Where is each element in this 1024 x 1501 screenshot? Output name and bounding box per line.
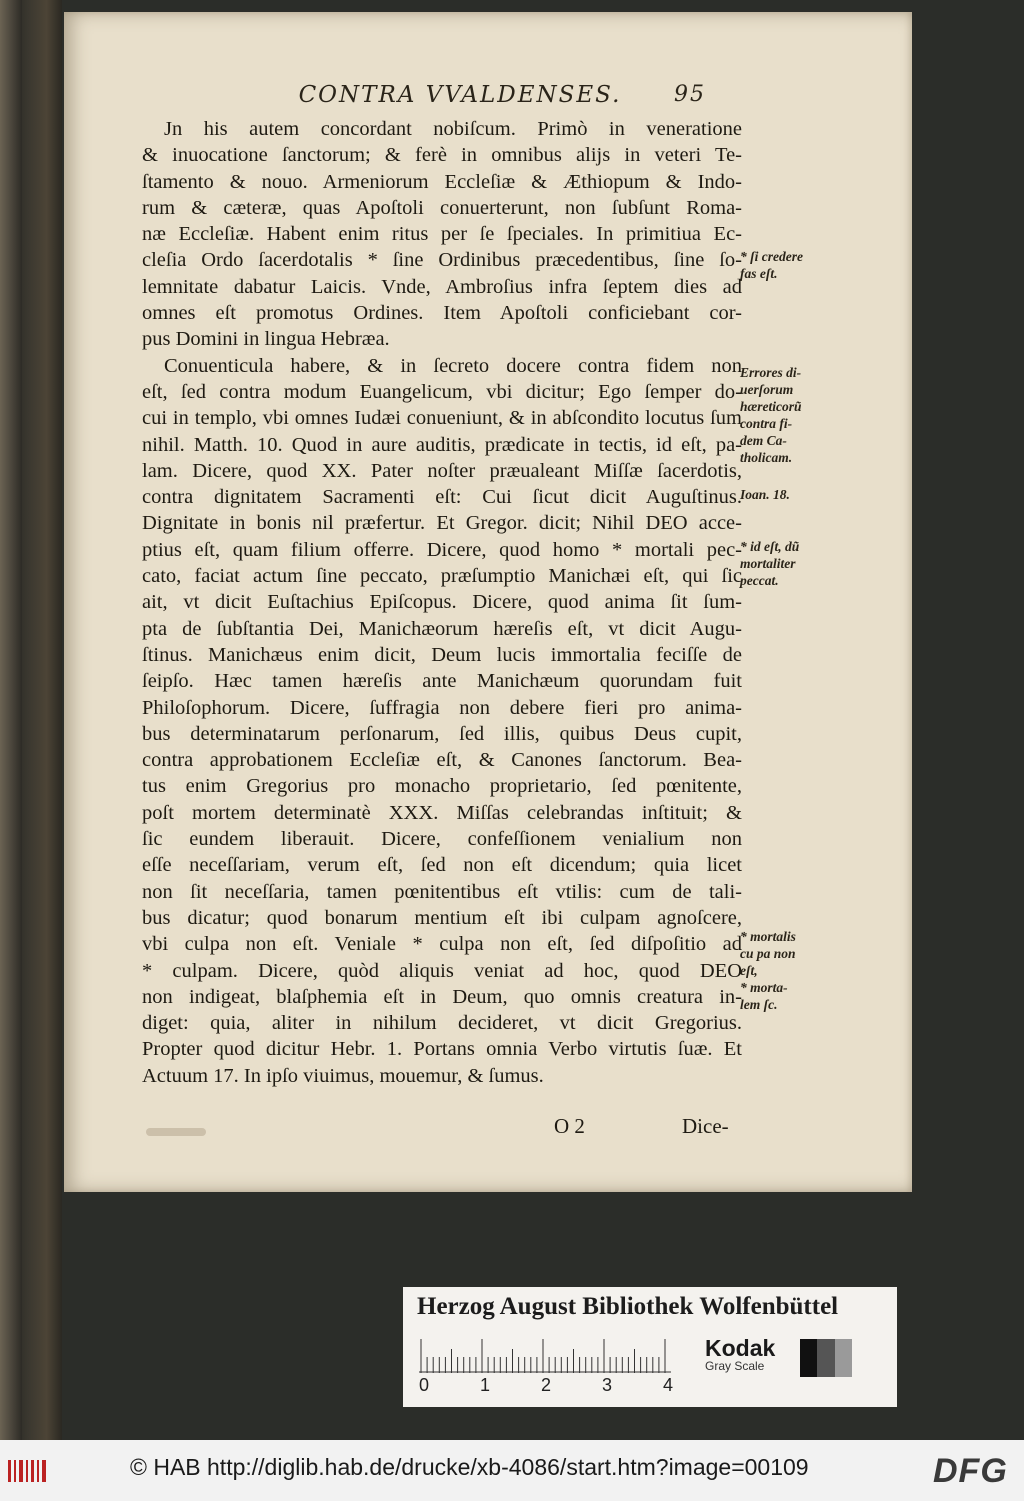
kodak-logo: Kodak: [705, 1335, 776, 1361]
text-line: contra approbationem Eccleſiæ eſt, & Canones ſanctorum. Bea-: [142, 749, 742, 772]
margin-note-line: * id eſt, dũ: [740, 539, 800, 554]
text-line: cato, faciat actum ſine peccato, præſumptio Manichæi eſt, qui ſic: [142, 565, 742, 588]
scale-number: 4: [663, 1375, 674, 1395]
running-title: CONTRA VVALDENSES.: [298, 82, 622, 108]
text-line: rum & cæteræ, quas Apoſtoli conuerterunt, non ſubſunt Roma-: [142, 196, 742, 219]
text-line: eſt, ſed contra modum Euangelicum, vbi dicitur; Ego ſemper do-: [142, 380, 742, 403]
text-line: bus determinatarum perſonarum, ſed illis, quibus Deus cupit,: [142, 722, 742, 745]
margin-note: [740, 248, 840, 282]
margin-note-line: fas eſt.: [740, 266, 778, 281]
margin-note-line: Ioan. 18.: [740, 487, 790, 502]
text-line: tus enim Gregorius pro monacho proprietario, ſed pœnitente,: [142, 775, 742, 798]
text-line: næ Eccleſiæ. Habent enim ritus per ſe ſpeciales. In primitiua Ec-: [142, 223, 742, 246]
text-line: ſeipſo. Hæc tamen hæreſis ante Manichæum quorundam fuit: [142, 670, 742, 693]
text-line: nihil. Matth. 10. Quod in aure auditis, prædicate in tectis, id eſt, pa-: [142, 433, 742, 456]
text-line: Conuenticula habere, & in ſecreto docere contra fidem non: [164, 354, 742, 377]
ink-stain: [146, 1128, 206, 1136]
text-line: Dignitate in bonis nil præfertur. Et Gregor. dicit; Nihil DEO acce-: [142, 512, 742, 535]
scale-ruler: [419, 1339, 671, 1373]
margin-note-line: tholicam.: [740, 450, 793, 465]
margin-note-line: * ſi credere: [740, 249, 803, 264]
text-line: ſtinus. Manichæus enim dicit, Deum lucis immortalia feciſſe de: [142, 643, 742, 666]
barcode-icon: [8, 1460, 48, 1482]
margin-note-line: peccat.: [740, 573, 779, 588]
library-name: Herzog August Bibliothek Wolfenbüttel: [417, 1293, 839, 1320]
text-line: contra dignitatem Sacramenti eſt: Cui ſicut dicit Auguſtinus.: [142, 486, 742, 509]
folio-number: 95: [674, 82, 706, 107]
text-line: ait, vt dicit Euſtachius Epiſcopus. Dicere, quod anima ſit ſum-: [142, 591, 742, 614]
margin-note-line: * morta-: [740, 980, 788, 995]
text-line: non ſit neceſſaria, tamen pœnitentibus eſt vtilis: cum de tali-: [142, 880, 742, 903]
margin-note-line: Errores di-: [740, 365, 802, 380]
margin-note: [740, 364, 840, 466]
text-line: ſic eundem liberauit. Dicere, confeſſionem venialium non: [142, 828, 742, 851]
margin-note-line: cu pa non: [740, 946, 796, 961]
text-line: * culpam. Dicere, quòd aliquis veniat ad hoc, quod DEO: [142, 959, 742, 982]
dfg-logo: DFG: [933, 1452, 1008, 1490]
text-line: Propter quod dicitur Hebr. 1. Portans omnia Verbo virtutis ſuæ. Et: [142, 1038, 742, 1061]
gray-scale-label: Gray Scale: [705, 1359, 765, 1373]
text-line: pus Domini in lingua Hebræa.: [142, 328, 390, 351]
footer-bar: [0, 1440, 1024, 1501]
margin-note-line: hæreticorũ: [740, 399, 802, 414]
text-line: lemnitate dabatur Laicis. Vnde, Ambroſius infra ſeptem dies ad: [142, 275, 742, 298]
margin-note-line: * mortalis: [740, 929, 796, 944]
scale-number: 2: [541, 1375, 552, 1395]
color-scale-card: [403, 1287, 897, 1407]
text-line: cleſia Ordo ſacerdotalis * ſine Ordinibus præcedentibus, ſine ſo-: [142, 249, 742, 272]
text-line: cui in templo, vbi omnes Iudæi conueniunt, & in abſcondito locutus ſum: [142, 407, 742, 430]
text-line: pta de ſubſtantia Dei, Manichæorum hæreſis eſt, vt dicit Augu-: [142, 617, 742, 640]
text-line: non indigeat, blaſphemia eſt in Deum, quo omnis creatura in-: [142, 985, 742, 1008]
margin-note-line: dem Ca-: [740, 433, 787, 448]
margin-note-line: eſt,: [740, 963, 758, 978]
margin-note-line: mortaliter: [740, 556, 796, 571]
signature-mark: O 2: [554, 1114, 585, 1138]
margin-note-line: uerſorum: [740, 382, 794, 397]
text-line: eſſe neceſſariam, verum eſt, ſed non eſt dicendum; quia licet: [142, 854, 742, 877]
copyright-url: © HAB http://diglib.hab.de/drucke/xb-4086/start.htm?image=00109: [130, 1454, 809, 1480]
scale-number: 0: [419, 1375, 430, 1395]
text-line: & inuocatione ſanctorum; & ferè in omnibus alijs in veteri Te-: [142, 144, 742, 167]
text-line: diget: quia, aliter in nihilum decideret, vt dicit Gregorius.: [142, 1012, 742, 1035]
margin-note-line: lem ſc.: [740, 997, 778, 1012]
margin-note: [740, 928, 840, 1013]
catchword: Dice-: [682, 1114, 729, 1138]
body-text: [142, 116, 742, 1089]
text-line: lam. Dicere, quod XX. Pater noſter præualeant Miſſæ ſacerdotis,: [142, 459, 742, 482]
scale-number: 3: [602, 1375, 613, 1395]
text-line: Jn his autem concordant nobiſcum. Primò in veneratione: [164, 118, 742, 140]
text-line: bus dicatur; quod bonarum mentium eſt ibi culpam agnoſcere,: [142, 906, 742, 929]
text-line: ptius eſt, quam filium offerre. Dicere, quod homo * mortali pec-: [142, 538, 742, 561]
text-line: omnes eſt promotus Ordines. Item Apoſtoli conficiebant cor-: [142, 302, 742, 325]
book-page: [64, 12, 912, 1192]
margin-note-line: contra fi-: [740, 416, 793, 431]
text-line: vbi culpa non eſt. Veniale * culpa non eſt, ſed diſpoſitio ad: [142, 933, 742, 956]
text-line: poſt mortem determinatè XXX. Miſſas celebrandas inſtituit; &: [142, 801, 742, 824]
gray-patch: [800, 1339, 852, 1377]
text-line: ſtamento & nouo. Armeniorum Eccleſiæ & Æthiopum & Indo-: [142, 170, 742, 193]
text-line: Actuum 17. In ipſo viuimus, mouemur, & ſumus.: [142, 1064, 544, 1087]
scale-number: 1: [480, 1375, 491, 1395]
text-line: Philoſophorum. Dicere, ſuffragia non debere fieri pro anima-: [142, 696, 742, 719]
leaf-edge: [0, 0, 22, 1440]
margin-note: [740, 538, 840, 589]
margin-note: [740, 486, 840, 503]
